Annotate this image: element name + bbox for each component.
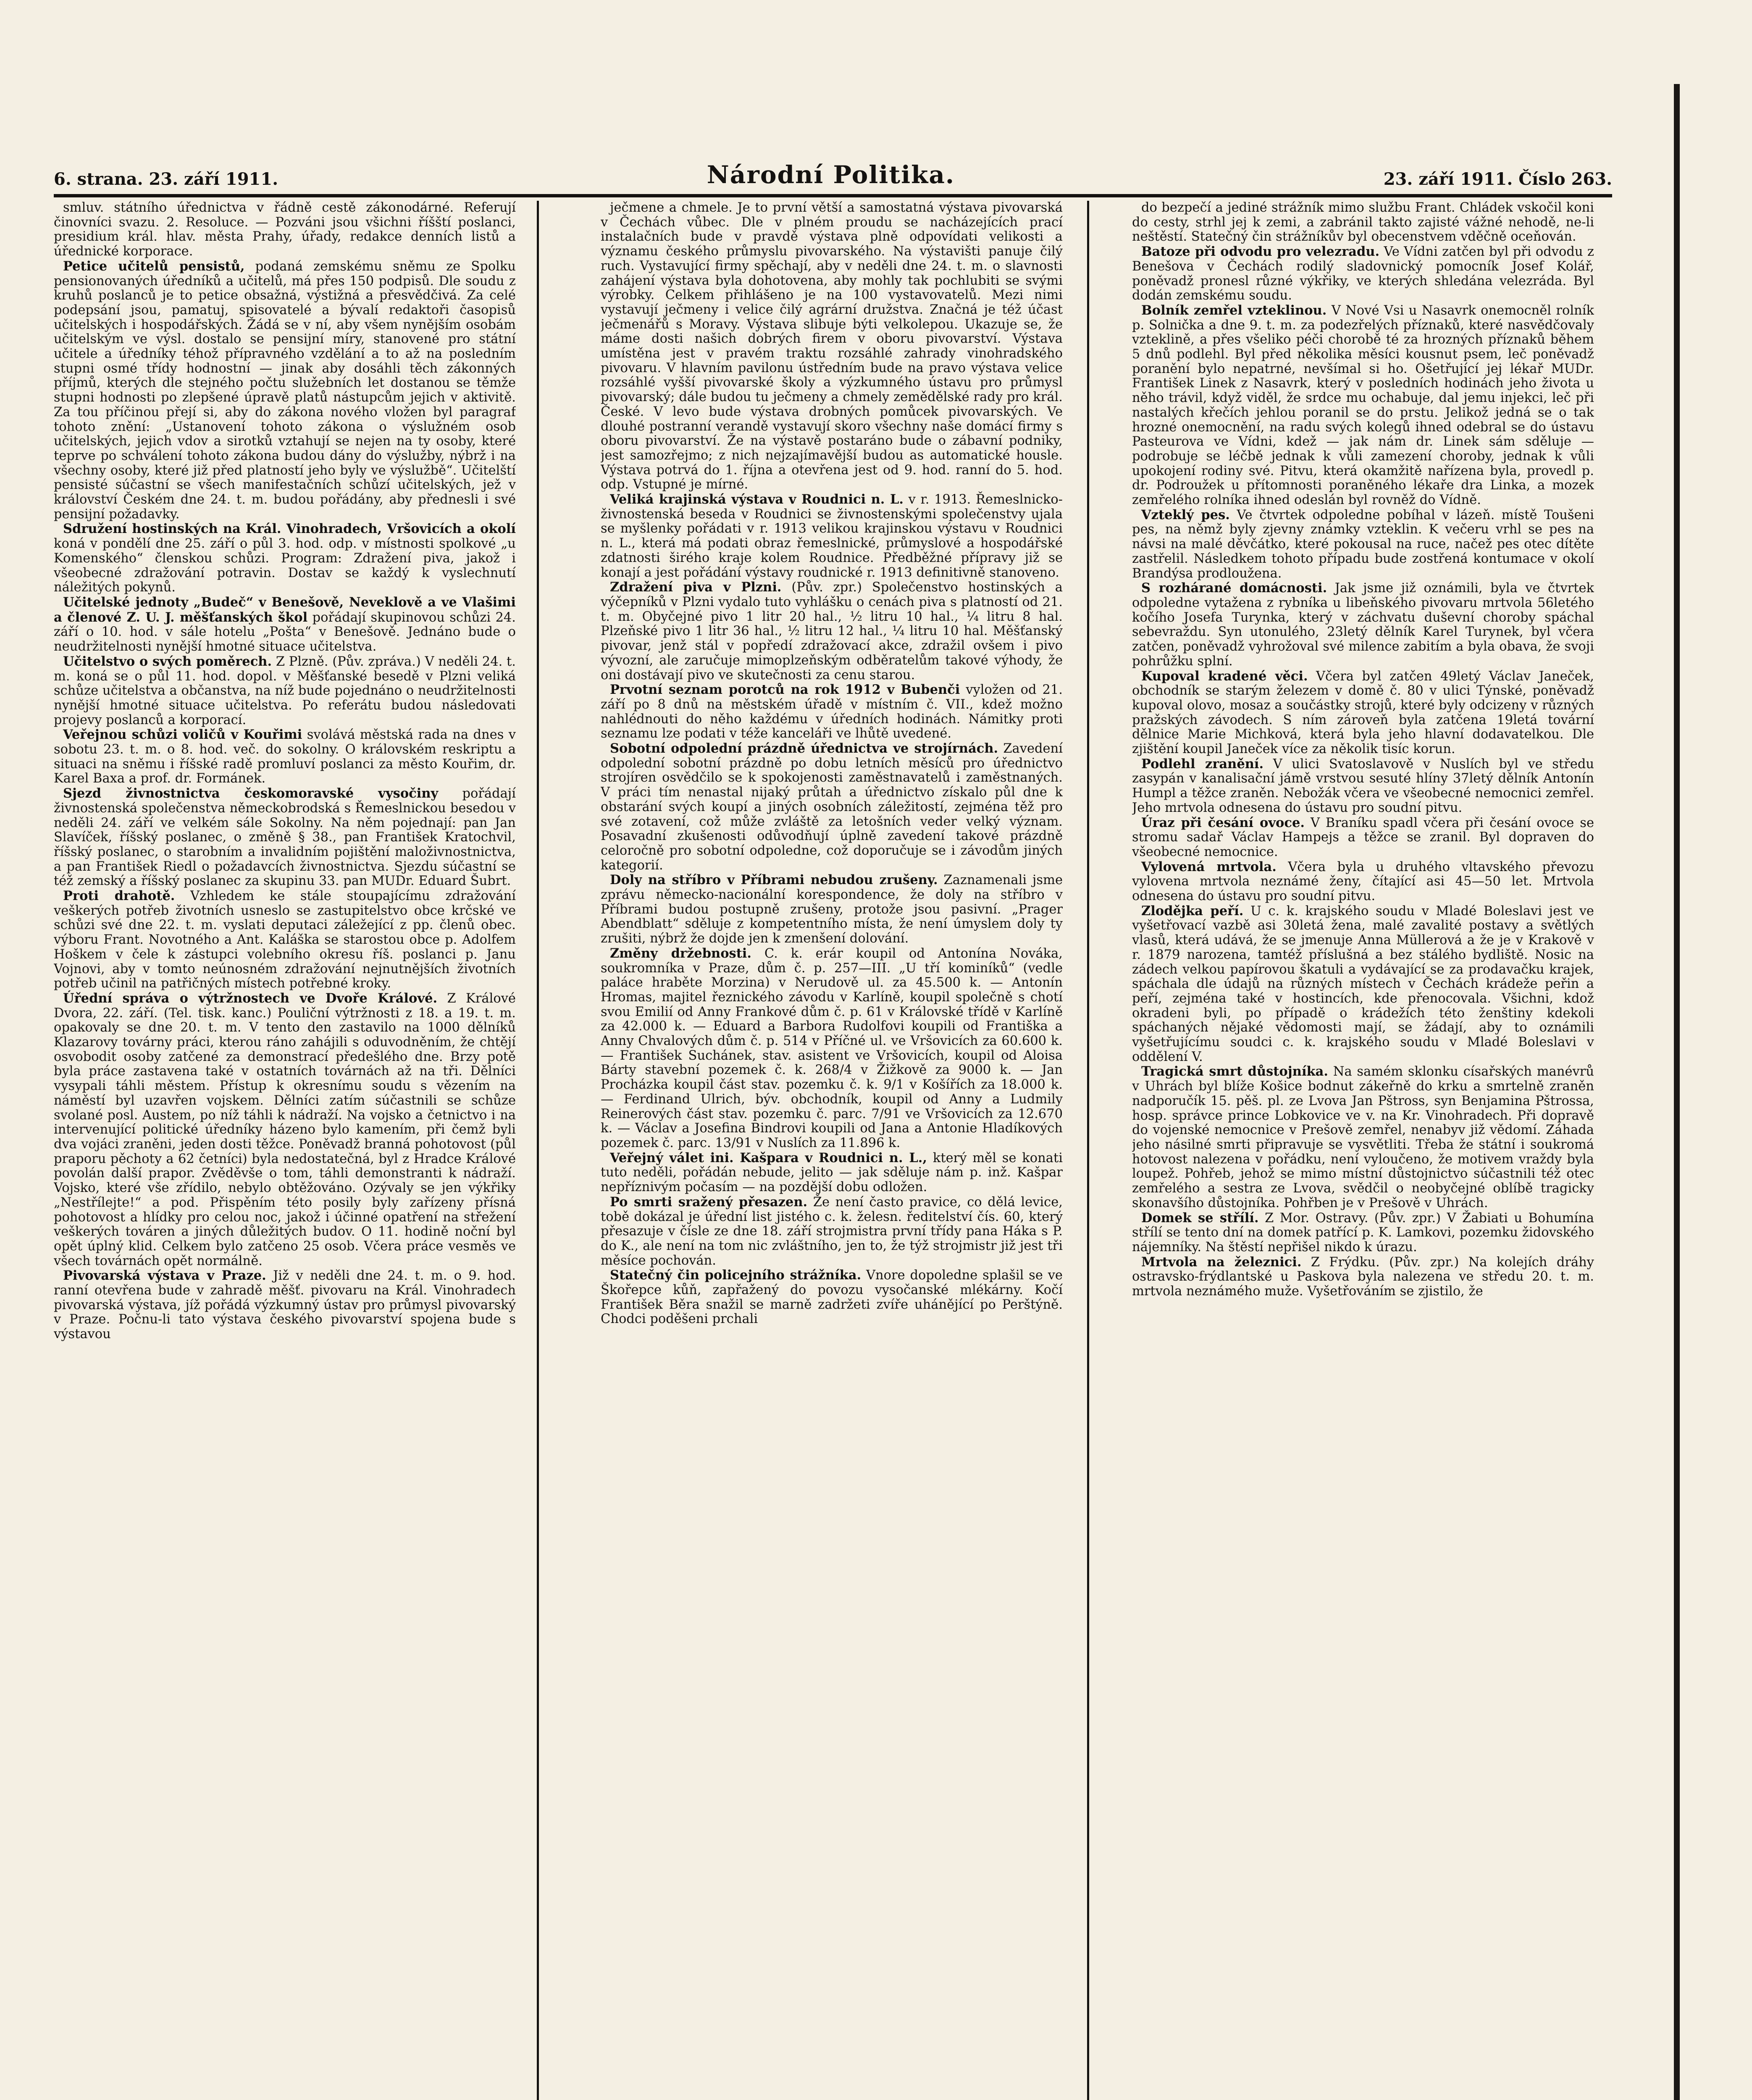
article-heading: Sdružení hostinských na Král. Vinohradech, Vršovicích a okolí (63, 521, 516, 537)
article-paragraph (54, 786, 516, 889)
article-body: V Nové Vsi u Nasavrk onemocněl rolník p. Solnička a dne 9. t. m. za podezřelých příznaků, které nasvědčovaly vzteklině, a přes všeliko péči chorobě té za hrozných příznaků během 5 dnů podlehl. Byl před několika měsíci kousnut psem, leč poněvadž poranění bylo nepatrné, nevšímal si ho. Ošetřující jej lékař MUDr. František Linek z Nasavrk, který v posledních hodinách jeho života u něho trávil, když viděl, že srdce mu ochabuje, dal jemu injekci, leč při nastalých křečích jehlou poranil se do prstu. Jelikož jedná se o tak hrozné onemocnění, na radu svých kolegů ihned odebral se do ústavu Pasteurova ve Vídni, kdež — jak nám dr. Linek sám sděluje — podrobuje se léčbě jednak k vůli zamezení choroby, jednak k vůli upokojení rodiny své. Pitvu, která okamžitě nařízena byla, provedl p. dr. Podroužek u přítomnosti poraněného lékaře dra Linka, a mozek zemřelého rolníka ihned odeslán byl rovněž do Vídně. (1132, 303, 1594, 508)
article-paragraph (1132, 581, 1594, 669)
article-body: V ulici Svatoslavově v Nuslích byl ve středu zasypán v kanalisační jámě vrstvou sesuté hlíny 37letý dělník Antonín Humpl a těžce zraněn. Nebožák včera ve všeobecné nemocnici zemřel. Jeho mrtvola odnesena do ústavu pro soudní pitvu. (1132, 756, 1594, 815)
header-issue-right: 23. září 1911. Číslo 263. (1383, 169, 1612, 189)
article-body: pořádají živnostenská společenstva německobrodská s Řemeslnickou besedou v neděli 24. září ve velkém sále Sokolny. Na něm pojednají: pan Jan Slavíček, říšský poslanec, o změně § 38., pan František Kratochvil, říšský poslanec, o starobním a invalidním pojištění malоživnostnictva, a pan František Riedl o požadavcích živnostnictva. Sjezdu súčastní se též zemský a říšský poslanec za skupinu 33. pan MUDr. Eduard Šubrt. (54, 786, 516, 889)
article-heading: Učitelské jednoty „Budeč“ v Benešově, Neveklově a ve Vlašimi a členové Z. U. J. měšťanských škol (54, 594, 516, 625)
article-body: Vzhledem ke stále stoupajícímu zdražování veškerých potřeb životních usneslo se zastupitelstvo obce krčské ve schůzi své dne 22. t. m. vyslati deputaci záležející z pp. členů obec. výboru Frant. Novotného a Ant. Kaláška se starostou obce p. Adolfem Hoškem v čele k zástupci volebního okresu říš. poslanci p. Janu Vojnovi, aby v tomto neúnosném zdražování nejnutnějších životních potřeb učinil na patřičných místech potřebné kroky. (54, 889, 516, 991)
article-body: Na samém sklonku císařských manévrů v Uhrách byl blíže Košice bodnut zákeřně do krku a smrtelně zraněn nadporučík 15. pěš. pl. ze Lvova Jan Pštross, syn Benjamina Pštrossa, hosp. správce prince Lobkovice ve v. na Kr. Vinohradech. Při dopravě do vojenské nemocnice v Prešově zemřel, nenabyv již vědomí. Záhada jeho násilné smrti připravuje se vysvětliti. Třeba že státní i soukromá hotovost nalezena v pořádku, není vyloučeno, že motivem vraždy byla loupež. Pohřeb, jehož se mimo místní důstojnictvo súčastnili též otec zemřelého a sestra ze Lvova, svědčil o neobyčejné oblíbě tragicky skonavšího důstojníka. Pohřben je v Prešově v Uhrách. (1132, 1064, 1594, 1210)
article-heading: Kupoval kradené věci. (1141, 668, 1308, 684)
article-heading: Veřejnou schůzi voličů v Kouřimi (63, 727, 302, 743)
header-date-left: 6. strana. 23. září 1911. (54, 169, 278, 189)
text-column-1 (54, 201, 516, 2100)
article-body: Ve Vídni zatčen byl při odvodu z Benešova v Čechách rodilý sladovnický pomocník Josef Kolář, poněvadž pronesl různé výkřiky, ve kterých shledána velezráda. Byl dodán zemskému soudu. (1132, 244, 1594, 303)
article-heading: Veliká krajinská výstava v Roudnici n. L. (610, 492, 904, 507)
article-heading: Podlehl zranění. (1141, 756, 1264, 772)
article-paragraph (601, 580, 1063, 682)
article-paragraph (601, 873, 1063, 946)
column-divider (537, 201, 539, 2100)
article-paragraph (1132, 1255, 1594, 1299)
article-body: Ve čtvrtek odpoledne pobíhal v lázeň. místě Toušeni pes, na němž byly zjevny známky vzteklin. K večeru vrhl se pes na návsi na malé děvčátko, které pokousal na ruce, načež pes otec dítěte zastřelil. Následkem tohoto případu bude zostřená kontumace v okolí Brandýsa prodloužena. (1132, 507, 1594, 581)
article-paragraph (1132, 303, 1594, 508)
article-heading: Zlodějka peří. (1141, 903, 1244, 919)
article-body: Z Frýdku. (Pův. zpr.) Na kolejích dráhy ostravsko-frýdlantské u Paskova byla nalezena ve středu 20. t. m. mrtvola neznámého muže. Vyšetřováním se zjistilo, že (1132, 1255, 1594, 1299)
article-body: C. k. erár koupil od Antonína Nováka, soukromníka v Praze, dům č. p. 257—III. „U tří kominíků“ (vedle paláce hraběte Morzina) v Nerudově ul. za 45.500 k. — Antonín Hromas, majitel řeznického závodu v Karlíně, koupil společně s chotí svou Emilií od Anny Frankové dům č. p. 61 v Královské třídě v Karlíně za 42.000 k. — Eduard a Barbora Rudolfovi koupili od Františka a Anny Chvalových dům č. p. 514 v Příčné ul. ve Vršovicích za 60.600 k. — František Suchánek, stav. asistent ve Vršovicích, koupil od Aloisa Bárty stavební pozemek č. k. 268/4 v Žižkově za 9000 k. — Jan Procházka koupil část stav. pozemku č. k. 9/1 v Košířích za 18.000 k. — Ferdinand Ulrich, býv. obchodník, koupil od Anny a Ludmily Reinerových část stav. pozemku č. parc. 7/91 ve Vršovicích za 12.670 k. — Václav a Josefina Bindrovi koupili od Jana a Antonie Hladíkových pozemek č. parc. 13/91 v Nuslích za 11.896 k. (601, 946, 1063, 1150)
article-heading: Sjezd živnostnictva českomoravské vysočiny (63, 786, 439, 801)
article-heading: Mrtvola na železnici. (1141, 1254, 1302, 1270)
article-heading: Doly na stříbro v Příbrami nebudou zrušeny. (610, 872, 938, 888)
article-paragraph (1132, 816, 1594, 860)
article-paragraph (54, 727, 516, 786)
text-column-3 (1132, 201, 1594, 2100)
article-paragraph (601, 946, 1063, 1151)
article-body: (Pův. zpr.) Společenstvo hostinských a výčepníků v Plzni vydalo tuto vyhlášku o cenách piva s platností od 21. t. m. Obyčejné pivo 1 litr 20 hal., ½ litru 10 hal., ¼ litru 8 hal. Plzeňské pivo 1 litr 36 hal., ½ litru 12 hal., ¼ litru 10 hal. Měšťanský pivovar, jenž stál v popředí zdražovací akce, zdražil ovšem i pivo vývozní, ale zaručuje mimoplzeňským odběratelům takové výhody, že oni dostávají pivo ve skutečnosti za cenu starou. (601, 580, 1063, 682)
article-body: Že není často pravice, co dělá levice, tobě dokázal je úřední list jistého c. k. želesn. ředitelství čís. 60, který přesazuje v čísle ze dne 18. září strojmistra první třídy pana Háka s P. do K., ale není na tom nic zvláštního, jen to, že týž strojmistr již jest tři měsíce pochován. (601, 1194, 1063, 1268)
article-paragraph (601, 1268, 1063, 1327)
article-body: U c. k. krajského soudu v Mladé Boleslavi jest ve vyšetřovací vazbě asi 30letá žena, malé zavalité postavy a světlých vlasů, která udává, že se jmenuje Anna Müllerová a že je v Krakově v r. 1879 narozena, tamtéž příslušná a bez stálého bydliště. Nosic na zádech velkou papírovou škatuli a vydávající se za prodavačku krajek, spáchala dle údajů na různých místech v Čechách krádeže peřin a peří, zejména také v hostincích, kde přenocovala. Všichni, kdož okradeni byli, po případě o krádežích této ženštiny kdekoli spáchaných nějaké vědomosti mají, se žádají, aby to oznámili vyšetřujícímu soudci c. k. krajského soudu v Mladé Boleslavi v oddělení V. (1132, 903, 1594, 1064)
masthead-title: Národní Politika. (707, 160, 955, 189)
article-paragraph (1132, 201, 1594, 244)
article-paragraph (601, 492, 1063, 580)
article-paragraph (601, 682, 1063, 741)
page-header (54, 151, 1612, 189)
article-body: Včera byl zatčen 49letý Václav Janeček, obchodník se starým železem v domě č. 80 v ulici Týnské, poněvadž kupoval olovo, mosaz a součástky strojů, které byly odcizeny v různých pražských závodech. S ním zároveň byla zatčena 19letá tovární dělnice Marie Michková, která byla jeho hlavní dodavatelkou. Dle zjištění koupil Janeček více za několik tisíc korun. (1132, 669, 1594, 757)
article-body: Včera byla u druhého vltavského převozu vylovena mrtvola neznámé ženy, čítající asi 45—50 let. Mrtvola odnesena do ústavu pro soudní pitvu. (1132, 859, 1594, 904)
article-paragraph (601, 741, 1063, 873)
article-body: do bezpečí a jediné strážník mimo službu Frant. Chládek vskočil koni do cesty, strhl jej k zemi, a zabránil takto zajisté vážné nehodě, ne-li neštěstí. Statečný čin strážníkův byl obecenstvem vděčně oceňován. (1132, 201, 1594, 244)
article-heading: Petice učitelů pensistů, (63, 258, 245, 274)
article-heading: Tragická smrt důstojníka. (1141, 1064, 1329, 1079)
article-heading: Po smrti sražený přesazen. (610, 1194, 808, 1210)
article-heading: Vylovená mrtvola. (1141, 859, 1277, 874)
article-paragraph (54, 1268, 516, 1342)
article-heading: Batoze při odvodu pro velezradu. (1141, 244, 1380, 260)
article-body: V Braníku spadl včera při česání ovoce se stromu sadař Václav Hampejs a těžce se zranil. Byl dopraven do všeobecné nemocnice. (1132, 815, 1594, 859)
article-paragraph (601, 1151, 1063, 1195)
article-body: ječmene a chmele. Je to první větší a samostatná výstava pivovarská v Čechách vůbec. Dle v plném proudu se nacházejících prací instalačních bude v pravdě výstava plně odpovídati velikosti a významu českého průmyslu pivovarského. Na výstavišti panuje čilý ruch. Vystavující firmy spěchají, aby v neděli dne 24. t. m. o slavnosti zahájení výstava byla dohotovena, aby mohly tak pochlubiti se svými výrobky. Celkem přihlášeno je na 100 vystavovatelů. Mezi nimi vystavují ječmeny i velice čilý agrární družstva. Značná je též účast ječmenářů s Moravy. Výstava slibuje býti velkolepou. Ukazuje se, že máme dosti našich dobrých firem v oboru pivovarství. Výstava umístěna jest v pravém traktu rozsáhlé zahrady vinohradského pivovaru. V hlavním pavilonu ústředním bude na pravo výstava velice rozsáhlé vyšší pivovarské školy a výzkumného ústavu pro průmysl pivovarský; dále budou tu ječmeny a chmely zemědělské rady pro král. České. V levo bude výstava drobných pomůcek pivovarských. Ve dlouhé postranní verandě vystavují skoro všechny naše domácí firmy s oboru pivovarství. Že na výstavě postaráno bude o zábavní podniky, jest samozřejmo; z nich nejzajímavější budou as automatické housle. Výstava potrvá do 1. října a otevřena jest od 9. hod. ranní do 5. hod. odp. Vstupné je mírné. (601, 201, 1063, 492)
article-heading: Sobotní odpolední prázdně úřednictva ve strojírnách. (610, 741, 998, 756)
scan-edge-shadow (1674, 84, 1680, 2100)
article-paragraph (54, 595, 516, 654)
article-heading: Veřejný válet ini. Kašpara v Roudnici n. L., (610, 1150, 927, 1166)
article-heading: S rozhárané domácnosti. (1141, 580, 1327, 596)
article-paragraph (1132, 508, 1594, 581)
article-paragraph (1132, 669, 1594, 757)
article-body: pořádají skupinovou schůzi 24. září o 10. hod. v sále hotelu „Pošta“ v Benešově. Jednáno bude o neudržitelnosti nynější hmotné situace učitelstva. (54, 610, 516, 654)
article-heading: Zdražení piva v Plzni. (610, 580, 782, 595)
article-heading: Statečný čin policejního strážníka. (610, 1268, 862, 1283)
article-body: Zaznamenali jsme zprávu německo-nacionální korespondence, že doly na stříbro v Příbrami budou postupně zrušeny, protože jsou pasivní. „Prager Abendblatt“ sděluje z kompetentního místa, že není úmyslem doly ty zrušiti, nýbrž že dojde jen k zmenšení dolování. (601, 873, 1063, 946)
article-body: koná v pondělí dne 25. září o půl 3. hod. odp. v místnosti spolkové „u Komenského“ členskou schůzi. Program: Zdražení piva, jakož i všeobecné zdražování potravin. Dostav se každý k vyslechnutí náležitých pokynů. (54, 536, 516, 595)
article-paragraph (1132, 860, 1594, 904)
article-heading: Vzteklý pes. (1141, 507, 1230, 522)
article-paragraph (601, 1195, 1063, 1268)
article-body: Z Plzně. (Pův. zpráva.) V neděli 24. t. m. koná se o půl 11. hod. dopol. v Měšťanské besedě v Plzni veliká schůze učitelstva a občanstva, na níž bude pojednáno o neudržitelnosti nynější hmotné situace učitelstva. Po referátu budou následovati projevy poslanců a korporací. (54, 654, 516, 727)
article-heading: Prvotní seznam porotců na rok 1912 v Bubenči (610, 682, 960, 698)
article-paragraph (1132, 1211, 1594, 1255)
article-heading: Úřední správa o výtržnostech ve Dvoře Králové. (63, 990, 438, 1006)
article-paragraph (54, 889, 516, 991)
article-body: Vnore dopoledne splašil se ve Škořepce kůň, zapřažený do povozu vysočanské mlékárny. Kočí František Běra snažil se marně zadržeti zvíře uhánějící po Perštýně. Chodci poděšeni prchali (601, 1268, 1063, 1327)
article-body: Z Mor. Ostravy. (Pův. zpr.) V Žabiati u Bohumína střílí se tento dní na domek patřící p. K. Lamkovi, pozemku židovského nájemníky. Na štěstí nepřišel nikdo k úrazu. (1132, 1210, 1594, 1255)
article-paragraph (54, 201, 516, 259)
article-body: svolává městská rada na dnes v sobotu 23. t. m. o 8. hod. več. do sokolny. O královském reskriptu a situaci na sněmu i říšské radě promluví poslanci za město Kouřim, dr. Karel Baxa a prof. dr. Formánek. (54, 727, 516, 786)
article-paragraph (1132, 1064, 1594, 1210)
article-heading: Změny držebnosti. (610, 945, 752, 961)
article-heading: Proti drahotě. (63, 888, 175, 904)
article-paragraph (1132, 244, 1594, 303)
article-body: smluv. státního úřednictva v řádně cestě zákonodárné. Referují činovníci svazu. 2. Resoluce. — Pozváni jsou všichni říšští poslanci, presidium král. hlav. města Prahy, úřady, redakce denních listů a úřednické korporace. (54, 201, 516, 259)
article-paragraph (1132, 757, 1594, 816)
article-heading: Pivovarská výstava v Praze. (63, 1268, 266, 1284)
article-paragraph (54, 654, 516, 728)
article-heading: Domek se střílí. (1141, 1210, 1259, 1226)
article-heading: Bolník zemřel vzteklinou. (1141, 302, 1327, 318)
article-body: podaná zemskému sněmu ze Spolku pensionovaných úředníků a učitelů, má přes 150 podpisů. Dle soudu z kruhů poslanců je to petice obsažná, výstižná a přesvědčivá. Za celé podepsání jsou, pamatuj, spisovatelé a bývalí redaktoři časopisů učitelských i hospodářských. Žádá se v ní, aby všem nynějším osobám učitelským ve výsl. dostalo se pensijní míry, stanovené pro státní učitele a úředníky téhož přípravného vzdělání a to až na posledním stupni osmé třídy hodnostní — jinak aby dosáhli těch zákonných příjmů, kterých dle stejného počtu služebních let dostanou se těmže stupni hodnosti po zlepšené úpravě platů nástupcům jejich v aktivitě. Za tou příčinou přejí si, aby do zákona nového vložen byl paragraf tohoto znění: „Ustanovení tohoto zákona o výslužném osob učitelských, jejich vdov a sirotků vztahují se nejen na ty osoby, které teprve po schválení tohoto zákona budou dány do výslužby, nýbrž i na všechny osoby, které již před platností jeho byly ve výslužbě“. Učitelští pensisté súčastní se všech manifestačních schůzí učitelských, jež v království Českém dne 24. t. m. budou pořádány, aby přednesli i své pensijní požadavky. (54, 259, 516, 522)
article-paragraph (1132, 904, 1594, 1065)
article-body: Jak jsme již oznámili, byla ve čtvrtek odpoledne vytažena z rybníka u libeňského pivovaru mrtvola 56letého kočího Josefa Turynka, který v záchvatu duševní choroby spáchal sebevraždu. Syn utonulého, 23letý dělník Karel Turynek, byl včera zatčen, poněvadž vyhrožoval své milence zabitím a byla obava, že svoji pohrůžku splní. (1132, 581, 1594, 669)
header-rule (54, 194, 1612, 197)
article-heading: Učitelstvo o svých poměrech. (63, 654, 272, 669)
article-paragraph (54, 991, 516, 1268)
article-paragraph (54, 522, 516, 595)
column-divider (1087, 201, 1089, 2100)
article-body: Z Králové Dvora, 22. září. (Tel. tisk. kanc.) Pouliční výtržnosti z 18. a 19. t. m. opakovaly se dne 20. t. m. V tento den zastavilo na 1000 dělníků Klazarovy továrny práci, kterou ráno zahájili s oduvodněním, že chtějí osvobodit osoby zatčené za demonstrací předešlého dne. Brzy potě byla práce zastavena také v ostatních továrnách až na tři. Dělníci vysypali táhli městem. Přístup k okresnímu soudu s vězením na náměstí byl uzavřen vojskem. Dělníci zatím súčastnili se schůze svolané posl. Austem, po níž táhli k nádraží. Na vojsko a četnictvo i na intervenující politické úředníky házeno bylo kamením, při čemž byli dva vojáci zraněni, jeden dosti těžce. Poněvadž branná pohotovost (půl praporu pěchoty a 62 četníci) byla nedostatečná, byl z Hradce Králové povolán další prapor. Zvěděvše o tom, táhli demonstranti k nádraží. Vojsko, které vše zřídilo, nebylo obtěžováno. Ozývaly se jen výkřiky „Nestřílejte!“ a pod. Přispěním této posily byly zařízeny přísná pohotovost a hlídky pro celou noc, jakož i účinné opatření na střežení veškerých továren a jiných důležitých budov. O 11. hodině noční byl opět úplný klid. Celkem bylo zatčeno 25 osob. Včera práce vesměs ve všech továrnách opět normálně. (54, 991, 516, 1268)
article-body: který měl se konati tuto neděli, pořádán nebude, jelito — jak sděluje nám p. inž. Kašpar nepříznivým počasím — na pozdější dobu odložen. (601, 1150, 1063, 1195)
article-body: vyložen od 21. září po 8 dnů na městském úřadě v místním č. VII., kdež možno nahlédnouti do něho každému v úředních hodinách. Námitky proti seznamu lze podati v téže kanceláři ve lhůtě uvedené. (601, 682, 1063, 741)
article-paragraph (601, 201, 1063, 492)
article-body: Již v neděli dne 24. t. m. o 9. hod. ranní otevřena bude v zahradě měšť. pivovaru na Král. Vinohradech pivovarská výstava, jíž pořádá výzkumný ústav pro průmysl pivovarský v Praze. Počnu-li tato výstava českého pivovarství spojena bude s výstavou (54, 1268, 516, 1342)
article-paragraph (54, 259, 516, 522)
article-body: v r. 1913. Řemeslnicko-živnostenská beseda v Roudnici se živnostenskými společenstvy ujala se myšlenky pořádati v r. 1913 velikou krajinskou výstavu v Roudnici n. L., která má podati obraz řemeslnické, průmyslové a hospodářské zdatnosti širého kraje kolem Roudnice. Předběžné přípravy již se konají a jest pořádání výstavy roudnické r. 1913 definitivně stanoveno. (601, 492, 1063, 580)
article-body: Zavedení odpolední sobotní prázdně po dobu letních měsíců pro úřednictvo strojíren osvědčilo se k spokojenosti zaměstnavatelů i zaměstnaných. V práci tím nenastal nijaký průtah a úřednictvo získalo půl dne k obstarání svých koupí a jiných osobních záležitostí, zejména těž pro své zotavení, což může zvláště za letošních veder velký význam. Posavadní zkušenosti odůvodňují úplně zavedení takové prázdně celoročně pro sobotní odpoledne, což doporučuje se i závodům jiných kategorií. (601, 741, 1063, 873)
article-heading: Úraz při česání ovoce. (1141, 815, 1305, 830)
text-column-2 (601, 201, 1063, 2100)
